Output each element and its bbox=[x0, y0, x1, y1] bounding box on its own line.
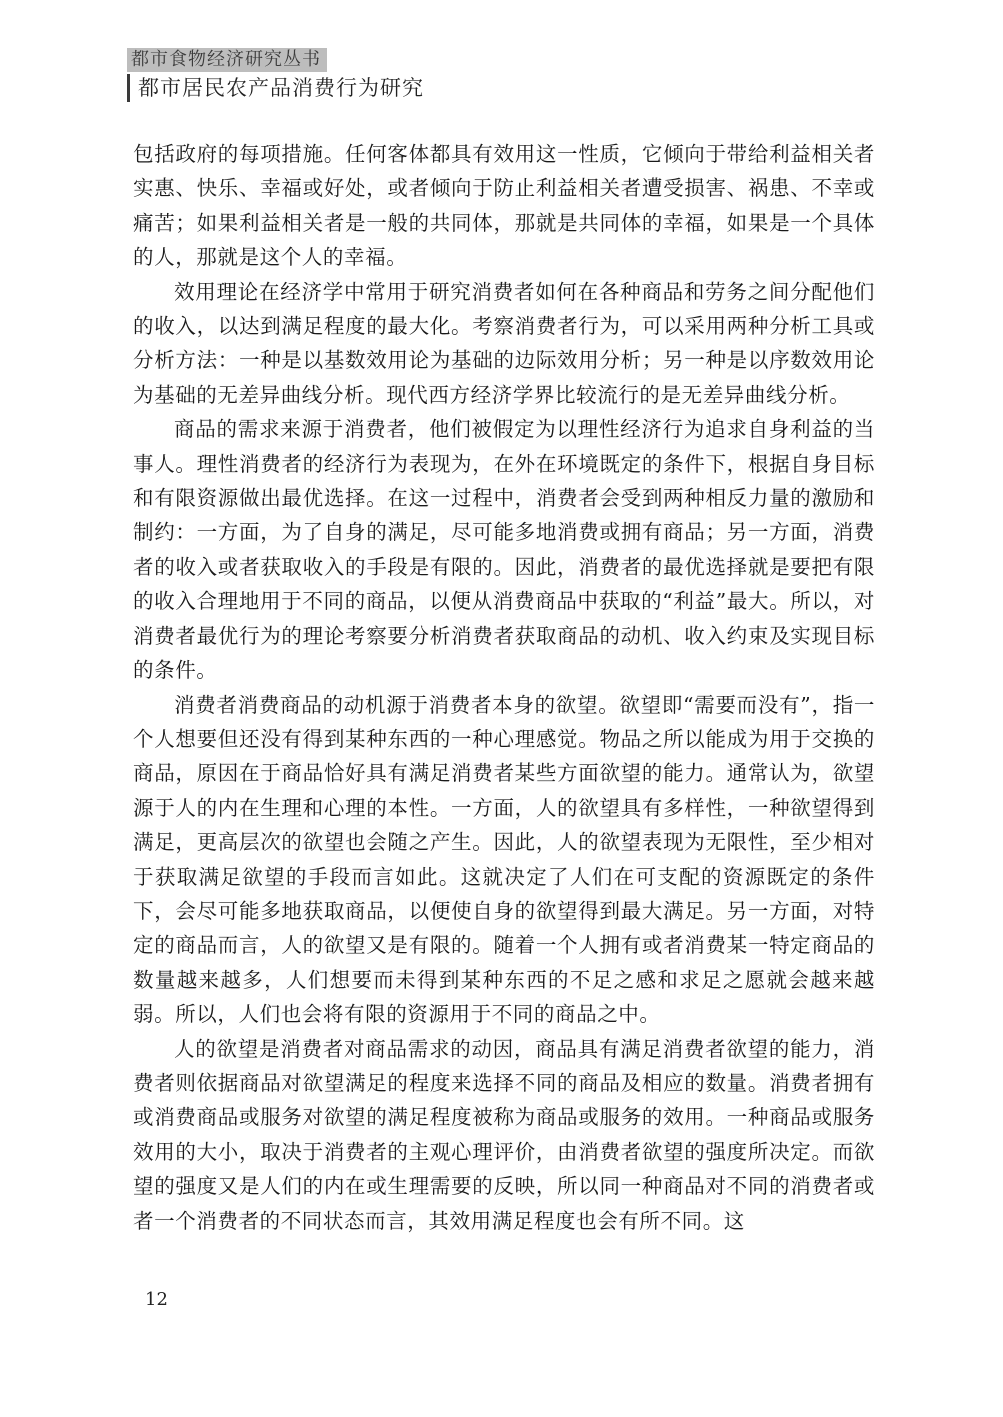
paragraph-2: 效用理论在经济学中常用于研究消费者如何在各种商品和劳务之间分配他们的收入，以达到满足程度的最大化。考察消费者行为，可以采用两种分析工具或分析方法：一种是以基数效用论为基础的边际效用分析；另一种是以序数效用论为基础的无差异曲线分析。现代西方经济学界比较流行的是无差异曲线分析。 bbox=[133, 279, 875, 407]
running-header bbox=[127, 48, 437, 102]
page-number: 12 bbox=[145, 1289, 168, 1310]
paragraph-5: 人的欲望是消费者对商品需求的动因，商品具有满足消费者欲望的能力，消费者则依据商品对欲望满足的程度来选择不同的商品及相应的数量。消费者拥有或消费商品或服务对欲望的满足程度被称为商品或服务的效用。一种商品或服务效用的大小，取决于消费者的主观心理评价，由消费者欲望的强度所决定。而欲望的强度又是人们的内在或生理需要的反映，所以同一种商品对不同的消费者或者一个消费者的不同状态而言，其效用满足程度也会有所不同。这 bbox=[133, 1036, 875, 1233]
book-title: 都市居民农产品消费行为研究 bbox=[127, 74, 437, 102]
paragraph-4: 消费者消费商品的动机源于消费者本身的欲望。欲望即“需要而没有”，指一个人想要但还没有得到某种东西的一种心理感觉。物品之所以能成为用于交换的商品，原因在于商品恰好具有满足消费者某些方面欲望的能力。通常认为，欲望源于人的内在生理和心理的本性。一方面，人的欲望具有多样性，一种欲望得到满足，更高层次的欲望也会随之产生。因此，人的欲望表现为无限性，至少相对于获取满足欲望的手段而言如此。这就决定了人们在可支配的资源既定的条件下，会尽可能多地获取商品，以便使自身的欲望得到最大满足。另一方面，对特定的商品而言，人的欲望又是有限的。随着一个人拥有或者消费某一特定商品的数量越来越多，人们想要而未得到某种东西的不足之感和求足之愿就会越来越弱。所以，人们也会将有限的资源用于不同的商品之中。 bbox=[133, 692, 875, 1027]
paragraph-3: 商品的需求来源于消费者，他们被假定为以理性经济行为追求自身利益的当事人。理性消费者的经济行为表现为，在外在环境既定的条件下，根据自身目标和有限资源做出最优选择。在这一过程中，消费者会受到两种相反力量的激励和制约：一方面，为了自身的满足，尽可能多地消费或拥有商品；另一方面，消费者的收入或者获取收入的手段是有限的。因此，消费者的最优选择就是要把有限的收入合理地用于不同的商品，以便从消费商品中获取的“利益”最大。所以，对消费者最优行为的理论考察要分析消费者获取商品的动机、收入约束及实现目标的条件。 bbox=[133, 417, 875, 683]
series-title: 都市食物经济研究丛书 bbox=[127, 48, 327, 72]
body-text bbox=[133, 137, 875, 1238]
paragraph-1: 包括政府的每项措施。任何客体都具有效用这一性质，它倾向于带给利益相关者实惠、快乐、幸福或好处，或者倾向于防止利益相关者遭受损害、祸患、不幸或痛苦；如果利益相关者是一般的共同体，那就是共同体的幸福，如果是一个具体的人，那就是这个人的幸福。 bbox=[133, 142, 875, 270]
